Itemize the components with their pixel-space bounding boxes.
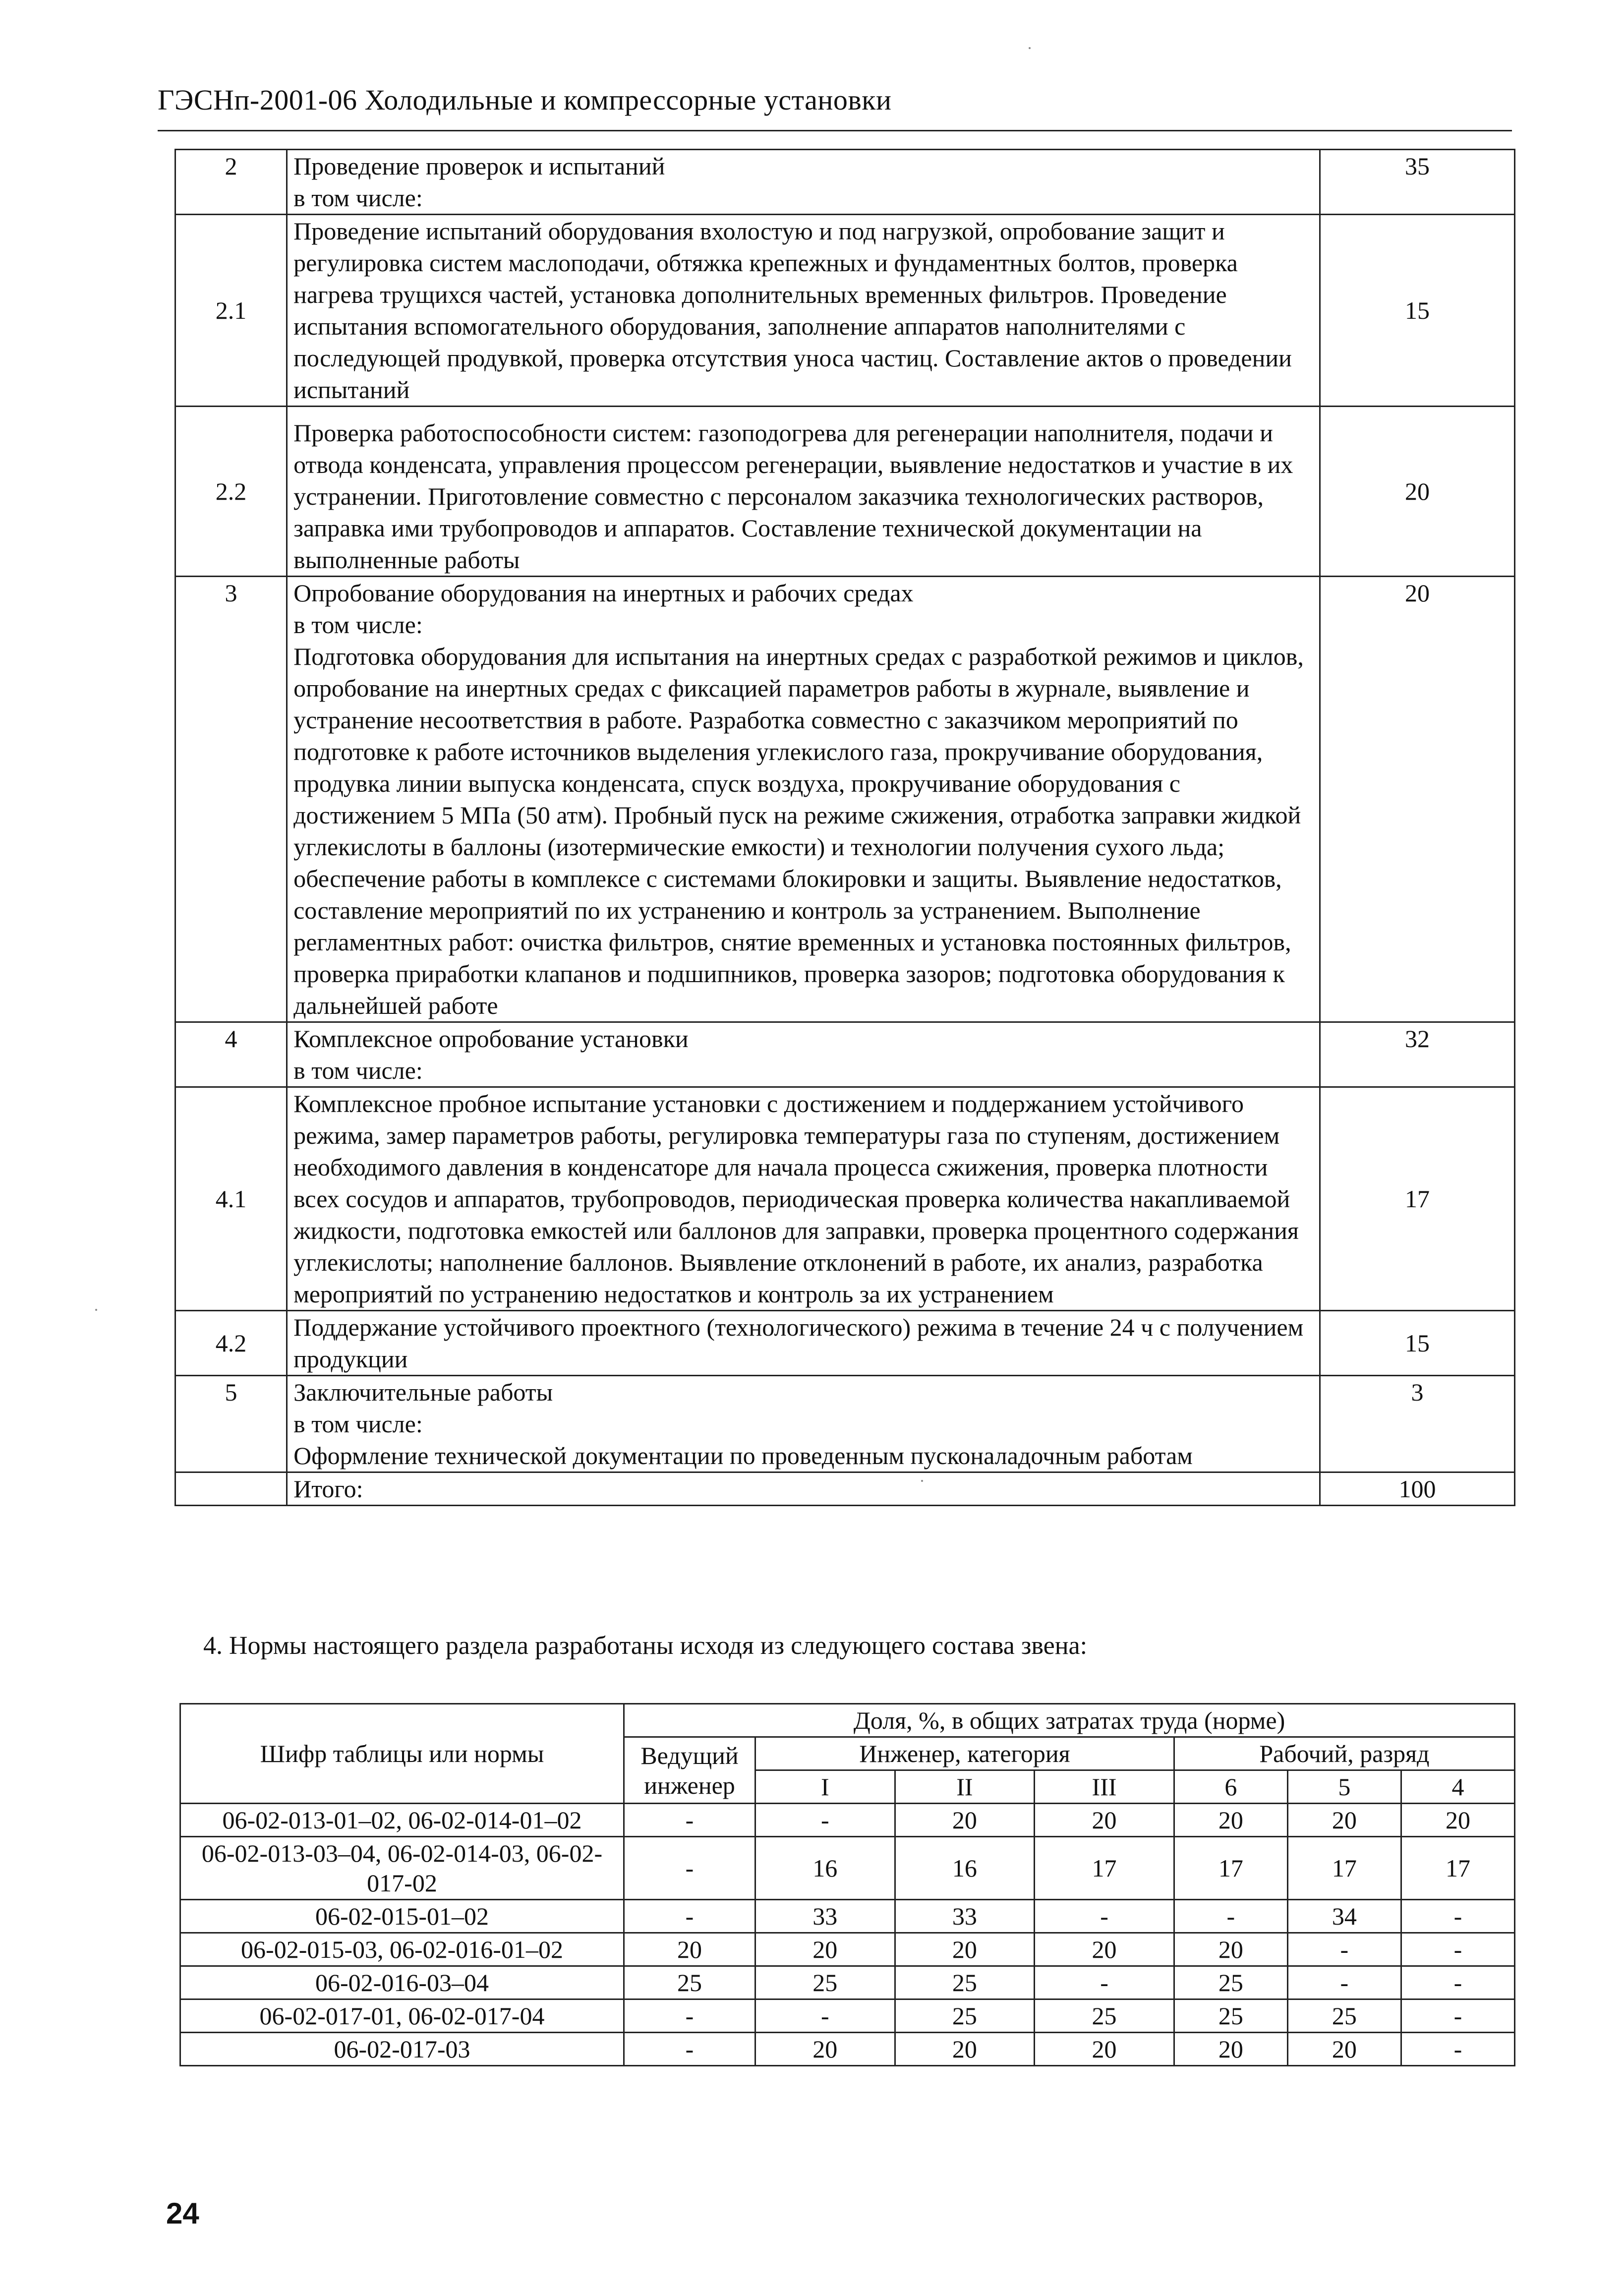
crew-share-cell: - [1401,1999,1514,2033]
crew-share-cell: - [624,1804,755,1837]
crew-share-cell: 17 [1287,1837,1401,1900]
crew-share-cell: 20 [1174,1933,1287,1966]
crew-subheader: 5 [1287,1770,1401,1804]
stage-percent: 32 [1320,1022,1515,1087]
crew-subheader: 4 [1401,1770,1514,1804]
header-rule [158,130,1512,131]
stage-percent: 17 [1320,1087,1515,1311]
crew-share-cell: - [1401,1900,1514,1933]
stage-description-line: Комплексное опробование установки [293,1025,689,1053]
crew-header-share: Доля, %, в общих затратах труда (норме) [624,1704,1515,1737]
crew-share-cell: 33 [895,1900,1035,1933]
stage-description-line: в том числе: [293,1410,423,1438]
crew-code: 06-02-015-01–02 [180,1900,624,1933]
crew-share-cell: - [755,1999,895,2033]
stage-description-line: в том числе: [293,184,423,212]
crew-share-cell: 20 [1174,1804,1287,1837]
crew-share-cell: 20 [755,1933,895,1966]
running-header: ГЭСНп-2001-06 Холодильные и компрессорные установки [158,84,892,116]
crew-share-cell: 20 [895,1933,1035,1966]
stage-number: 4.1 [175,1087,287,1311]
stage-description-line: Подготовка оборудования для испытания на инертных средах с разработкой режимов и циклов, опробование на инертных средах с фиксацией параметров работы в журнале, выявление и устранение несоответствия в работе. Разработка совместно с заказчиком мероприятий по подготовке к работе источников выделения углекислого газа, прокручивание оборудования, продувка линии выпуска конденсата, спуск воздуха, прокручивание оборудования с достижением 5 МПа (50 атм). Пробный пуск на режиме сжижения, отработка заправки жидкой углекислоты в баллоны (изотермические емкости) и технологии получения сухого льда; обеспечение работы в комплексе с системами блокировки и защиты. Выявление недостатков, составление мероприятий по их устранению и контроль за устранением. Выполнение регламентных работ: очистка фильтров, снятие временных и установка постоянных фильтров, проверка приработки клапанов и подшипников, проверка зазоров; подготовка оборудования к дальнейшей работе [293,643,1304,1019]
crew-row [180,1933,1515,1966]
crew-share-cell: 20 [1035,2033,1174,2066]
stage-description [287,1376,1320,1472]
crew-share-cell: 20 [755,2033,895,2066]
crew-subheader: III [1035,1770,1174,1804]
stage-row [175,215,1515,407]
crew-share-cell: - [755,1804,895,1837]
scan-speck [921,1480,923,1482]
crew-share-cell: - [1401,1966,1514,1999]
crew-share-cell: - [1401,2033,1514,2066]
crew-code: 06-02-015-03, 06-02-016-01–02 [180,1933,624,1966]
stage-number: 3 [175,577,287,1022]
stage-percent: 100 [1320,1472,1515,1506]
stage-description-line: Опробование оборудования на инертных и рабочих средах [293,579,914,607]
crew-share-cell: 25 [1174,1999,1287,2033]
stage-percent: 15 [1320,1311,1515,1376]
crew-share-cell: 16 [895,1837,1035,1900]
stage-number: 5 [175,1376,287,1472]
crew-share-cell: - [1035,1900,1174,1933]
stage-number: 2.1 [175,215,287,407]
stage-description-line: Итого: [293,1475,363,1503]
scan-speck [95,1309,97,1311]
crew-header-lead: Ведущий инженер [624,1737,755,1804]
stage-number: 4.2 [175,1311,287,1376]
stage-row [175,1311,1515,1376]
stage-description-line: в том числе: [293,611,423,639]
stage-percent: 35 [1320,150,1515,215]
stage-description-line: Комплексное пробное испытание установки с достижением и поддержанием устойчивого режима, замер параметров работы, регулировка температуры газа по ступеням, достижением необходимого давления в конденсаторе для начала процесса сжижения, проверка плотности всех сосудов и аппаратов, трубопроводов, периодическая проверка количества накапливаемой жидкости, подготовка емкостей или баллонов для заправки, проверка процентного содержания углекислоты; наполнение баллонов. Выявление отклонений в работе, их анализ, разработка мероприятий по устранению недостатков и контроль за их устранением [293,1090,1299,1308]
stage-description-line: Проверка работоспособности систем: газоподогрева для регенерации наполнителя, подачи и отвода конденсата, управления процессом регенерации, выявление недостатков и участие в их устранении. Приготовление совместно с персоналом заказчика технологических растворов, заправка ими трубопроводов и аппаратов. Составление технической документации на выполненные работы [293,419,1293,574]
crew-row [180,2033,1515,2066]
crew-share-cell: 25 [755,1966,895,1999]
crew-share-cell: 25 [1174,1966,1287,1999]
stage-percent: 20 [1320,407,1515,577]
stage-row [175,1022,1515,1087]
crew-share-cell: 25 [895,1966,1035,1999]
crew-share-cell: - [1287,1966,1401,1999]
crew-share-cell: - [1287,1933,1401,1966]
crew-subheader: II [895,1770,1035,1804]
crew-code: 06-02-016-03–04 [180,1966,624,1999]
stage-number [175,1472,287,1506]
stage-description [287,150,1320,215]
crew-header-code: Шифр таблицы или нормы [180,1704,624,1804]
crew-code: 06-02-017-01, 06-02-017-04 [180,1999,624,2033]
stage-percent: 3 [1320,1376,1515,1472]
crew-share-cell: 17 [1035,1837,1174,1900]
crew-share-cell: 20 [895,2033,1035,2066]
crew-share-cell: 20 [1174,2033,1287,2066]
crew-share-cell: 33 [755,1900,895,1933]
crew-subheader: 6 [1174,1770,1287,1804]
stage-number: 4 [175,1022,287,1087]
crew-code: 06-02-017-03 [180,2033,624,2066]
scan-speck [1029,47,1031,49]
stage-number: 2.2 [175,407,287,577]
stage-description [287,1311,1320,1376]
crew-code: 06-02-013-03–04, 06-02-014-03, 06-02-017-02 [180,1837,624,1900]
stage-row [175,577,1515,1022]
crew-share-cell: 20 [1287,2033,1401,2066]
crew-share-cell: 25 [1035,1999,1174,2033]
crew-share-cell: 25 [895,1999,1035,2033]
crew-share-cell: 20 [1035,1804,1174,1837]
crew-share-cell: - [624,1900,755,1933]
crew-share-cell: 34 [1287,1900,1401,1933]
stage-row [175,150,1515,215]
crew-row [180,1966,1515,1999]
crew-row [180,1900,1515,1933]
crew-composition-table [179,1703,1515,2066]
crew-row [180,1999,1515,2033]
crew-header-worker: Рабочий, разряд [1174,1737,1514,1770]
crew-paragraph: 4. Нормы настоящего раздела разработаны исходя из следующего состава звена: [203,1632,1088,1660]
crew-share-cell: 20 [1035,1933,1174,1966]
stage-row [175,1472,1515,1506]
crew-share-cell: 17 [1401,1837,1514,1900]
crew-share-cell: - [1035,1966,1174,1999]
stage-row [175,1087,1515,1311]
stage-description [287,215,1320,407]
stage-number: 2 [175,150,287,215]
stage-percent: 15 [1320,215,1515,407]
crew-share-cell: - [624,2033,755,2066]
stage-description [287,1472,1320,1506]
stage-description-line: Оформление технической документации по проведенным пусконаладочным работам [293,1442,1193,1469]
stage-percent: 20 [1320,577,1515,1022]
crew-code: 06-02-013-01–02, 06-02-014-01–02 [180,1804,624,1837]
crew-share-cell: 20 [895,1804,1035,1837]
stage-description-line: Заключительные работы [293,1378,553,1406]
crew-share-cell: 20 [1401,1804,1514,1837]
crew-header-row-1 [180,1704,1515,1737]
stage-description-line: Проведение испытаний оборудования вхолостую и под нагрузкой, опробование защит и регулировка систем маслоподачи, обтяжка крепежных и фундаментных болтов, проверка нагрева трущихся частей, установка дополнительных временных фильтров. Проведение испытания вспомогательного оборудования, заполнение аппаратов наполнителями с последующей продувкой, проверка отсутствия уноса частиц. Составление актов о проведении испытаний [293,217,1292,404]
stage-description-line: Проведение проверок и испытаний [293,152,665,180]
stage-description [287,407,1320,577]
crew-share-cell: - [624,1999,755,2033]
work-stages-table [174,149,1515,1506]
crew-row [180,1837,1515,1900]
crew-subheader: I [755,1770,895,1804]
crew-share-cell: 20 [624,1933,755,1966]
crew-share-cell: 17 [1174,1837,1287,1900]
stage-description [287,1022,1320,1087]
stage-description-line: в том числе: [293,1057,423,1084]
stage-description [287,1087,1320,1311]
crew-share-cell: - [1401,1933,1514,1966]
stage-description [287,577,1320,1022]
stage-row [175,407,1515,577]
crew-share-cell: 16 [755,1837,895,1900]
crew-share-cell: 25 [1287,1999,1401,2033]
crew-row [180,1804,1515,1837]
stage-description-line: Поддержание устойчивого проектного (технологического) режима в течение 24 ч с получением продукции [293,1313,1304,1373]
stage-row [175,1376,1515,1472]
crew-header-engineer: Инженер, категория [755,1737,1174,1770]
crew-share-cell: 20 [1287,1804,1401,1837]
crew-share-cell: - [1174,1900,1287,1933]
crew-share-cell: - [624,1837,755,1900]
crew-share-cell: 25 [624,1966,755,1999]
page-number: 24 [166,2197,199,2230]
